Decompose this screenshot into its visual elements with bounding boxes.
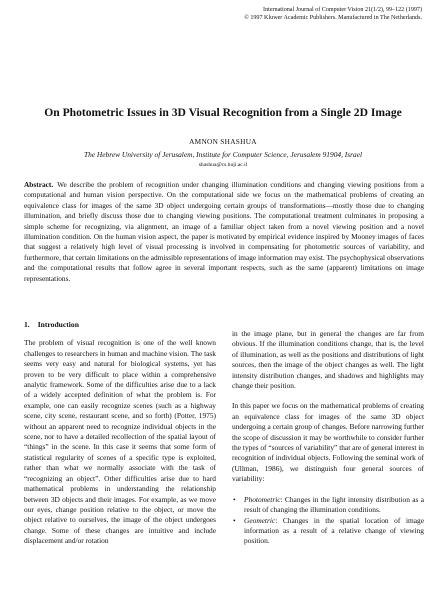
paper-title: On Photometric Issues in 3D Visual Recognition from a Single 2D Image xyxy=(44,106,402,119)
abstract-label: Abstract. xyxy=(24,180,54,189)
list-item-term: Photometric xyxy=(244,494,281,504)
author-email: shashua@cs.huji.ac.il xyxy=(198,162,248,168)
intro-paragraph-3: In this paper we focus on the mathematical problems of creating an equivalence class for images of the same 3D object undergoing a certain group of changes. Before narrowing further the scope of discussion it may be worthwhile to consider further the types of “sources of variability” that are of general interest in recognition of individual objects. Following the seminal work of (Ullman, 1986), we distinguish four general sources of variability: xyxy=(232,401,424,484)
section-heading xyxy=(24,320,216,330)
intro-paragraph-2: in the image plane, but in general the changes are far from obvious. If the illumination conditions change, that is, the level of illumination, as well as the positions and distributions of light sources, then the image of the object changes as well. The light intensity distribution changes, and shadows and highlights may change their position. xyxy=(232,329,424,391)
author-affiliation: The Hebrew University of Jerusalem, Institute for Computer Science, Jerusalem 91904, Israel xyxy=(83,150,363,159)
intro-paragraph-1: The problem of visual recognition is one of the well known challenges to researchers in human and machine vision. The task seems very easy and natural for biological systems, yet has proven to be very difficult to place within a comprehensive analytic framework. Some of the difficulties arise due to a lack of a widely accepted definition of what the problem is. For example, one can easily recognize scenes (such as a highway scene, city scene, restaurant scene, and so forth) (Potter, 1975) without an apparent need to recognize individual objects in the scene, nor to have a detailed recollection of the spatial layout of “things” in the scene. In this case it seems that some form of statistical regularity of scenes of a specific type is exploited, rather than what we normally associate with the task of “recognizing an object”. Other difficulties arise due to hard mathematical problems in understanding the relationship between 3D objects and their images. For example, as we move our eyes, change position relative to the object, or move the object relative to ourselves, the image of the object undergoes change. Some of these changes are intuitive and include displacement and/or rotation xyxy=(24,338,216,546)
list-item xyxy=(232,516,424,547)
section-title: Introduction xyxy=(37,320,79,329)
right-column xyxy=(232,329,424,554)
variability-list xyxy=(232,495,424,547)
abstract-text: We describe the problem of recognition under changing illumination conditions and changing viewing positions from a computational and human vision perspective. On the computational side we focus on the mathematical problems of creating an equivalence class for images of the same 3D object undergoing certain groups of transformations—mostly those due to changing illumination, and briefly discuss those due to changing viewing positions. The computational treatment culminates in proposing a simple scheme for recognizing, via alignment, an image of a familiar object taken from a novel viewing position and a novel illumination condition. On the human vision aspect, the paper is motivated by empirical evidence inspired by Mooney images of faces that suggest a relatively high level of visual processing is involved in compensating for photometric sources of variability, and furthermore, that certain limitations on the admissible representations of image information may exist. The psychophysical observations and the computational results that follow agree in several important respects, such as the same (apparent) limitations on image representations. xyxy=(24,180,424,283)
bullet-icon: • xyxy=(233,494,236,504)
author-name: AMNON SHASHUA xyxy=(189,137,257,146)
list-item-text: : Changes in the light intensity distribution as a result of changing the illumination conditions. xyxy=(244,494,424,515)
journal-copyright: © 1997 Kluwer Academic Publishers. Manufactured in The Netherlands. xyxy=(244,15,422,21)
list-item-text: : Changes in the spatial location of image information as a result of a relative change of viewing position. xyxy=(244,515,424,546)
abstract xyxy=(24,180,424,284)
list-item xyxy=(232,495,424,516)
section-number: 1. xyxy=(24,320,30,329)
list-item-term: Geometric xyxy=(244,515,276,525)
journal-citation: International Journal of Computer Vision 21(1/2), 99–122 (1997) xyxy=(263,7,422,13)
left-column xyxy=(24,320,216,547)
journal-header xyxy=(244,6,422,22)
bullet-icon: • xyxy=(233,515,236,525)
